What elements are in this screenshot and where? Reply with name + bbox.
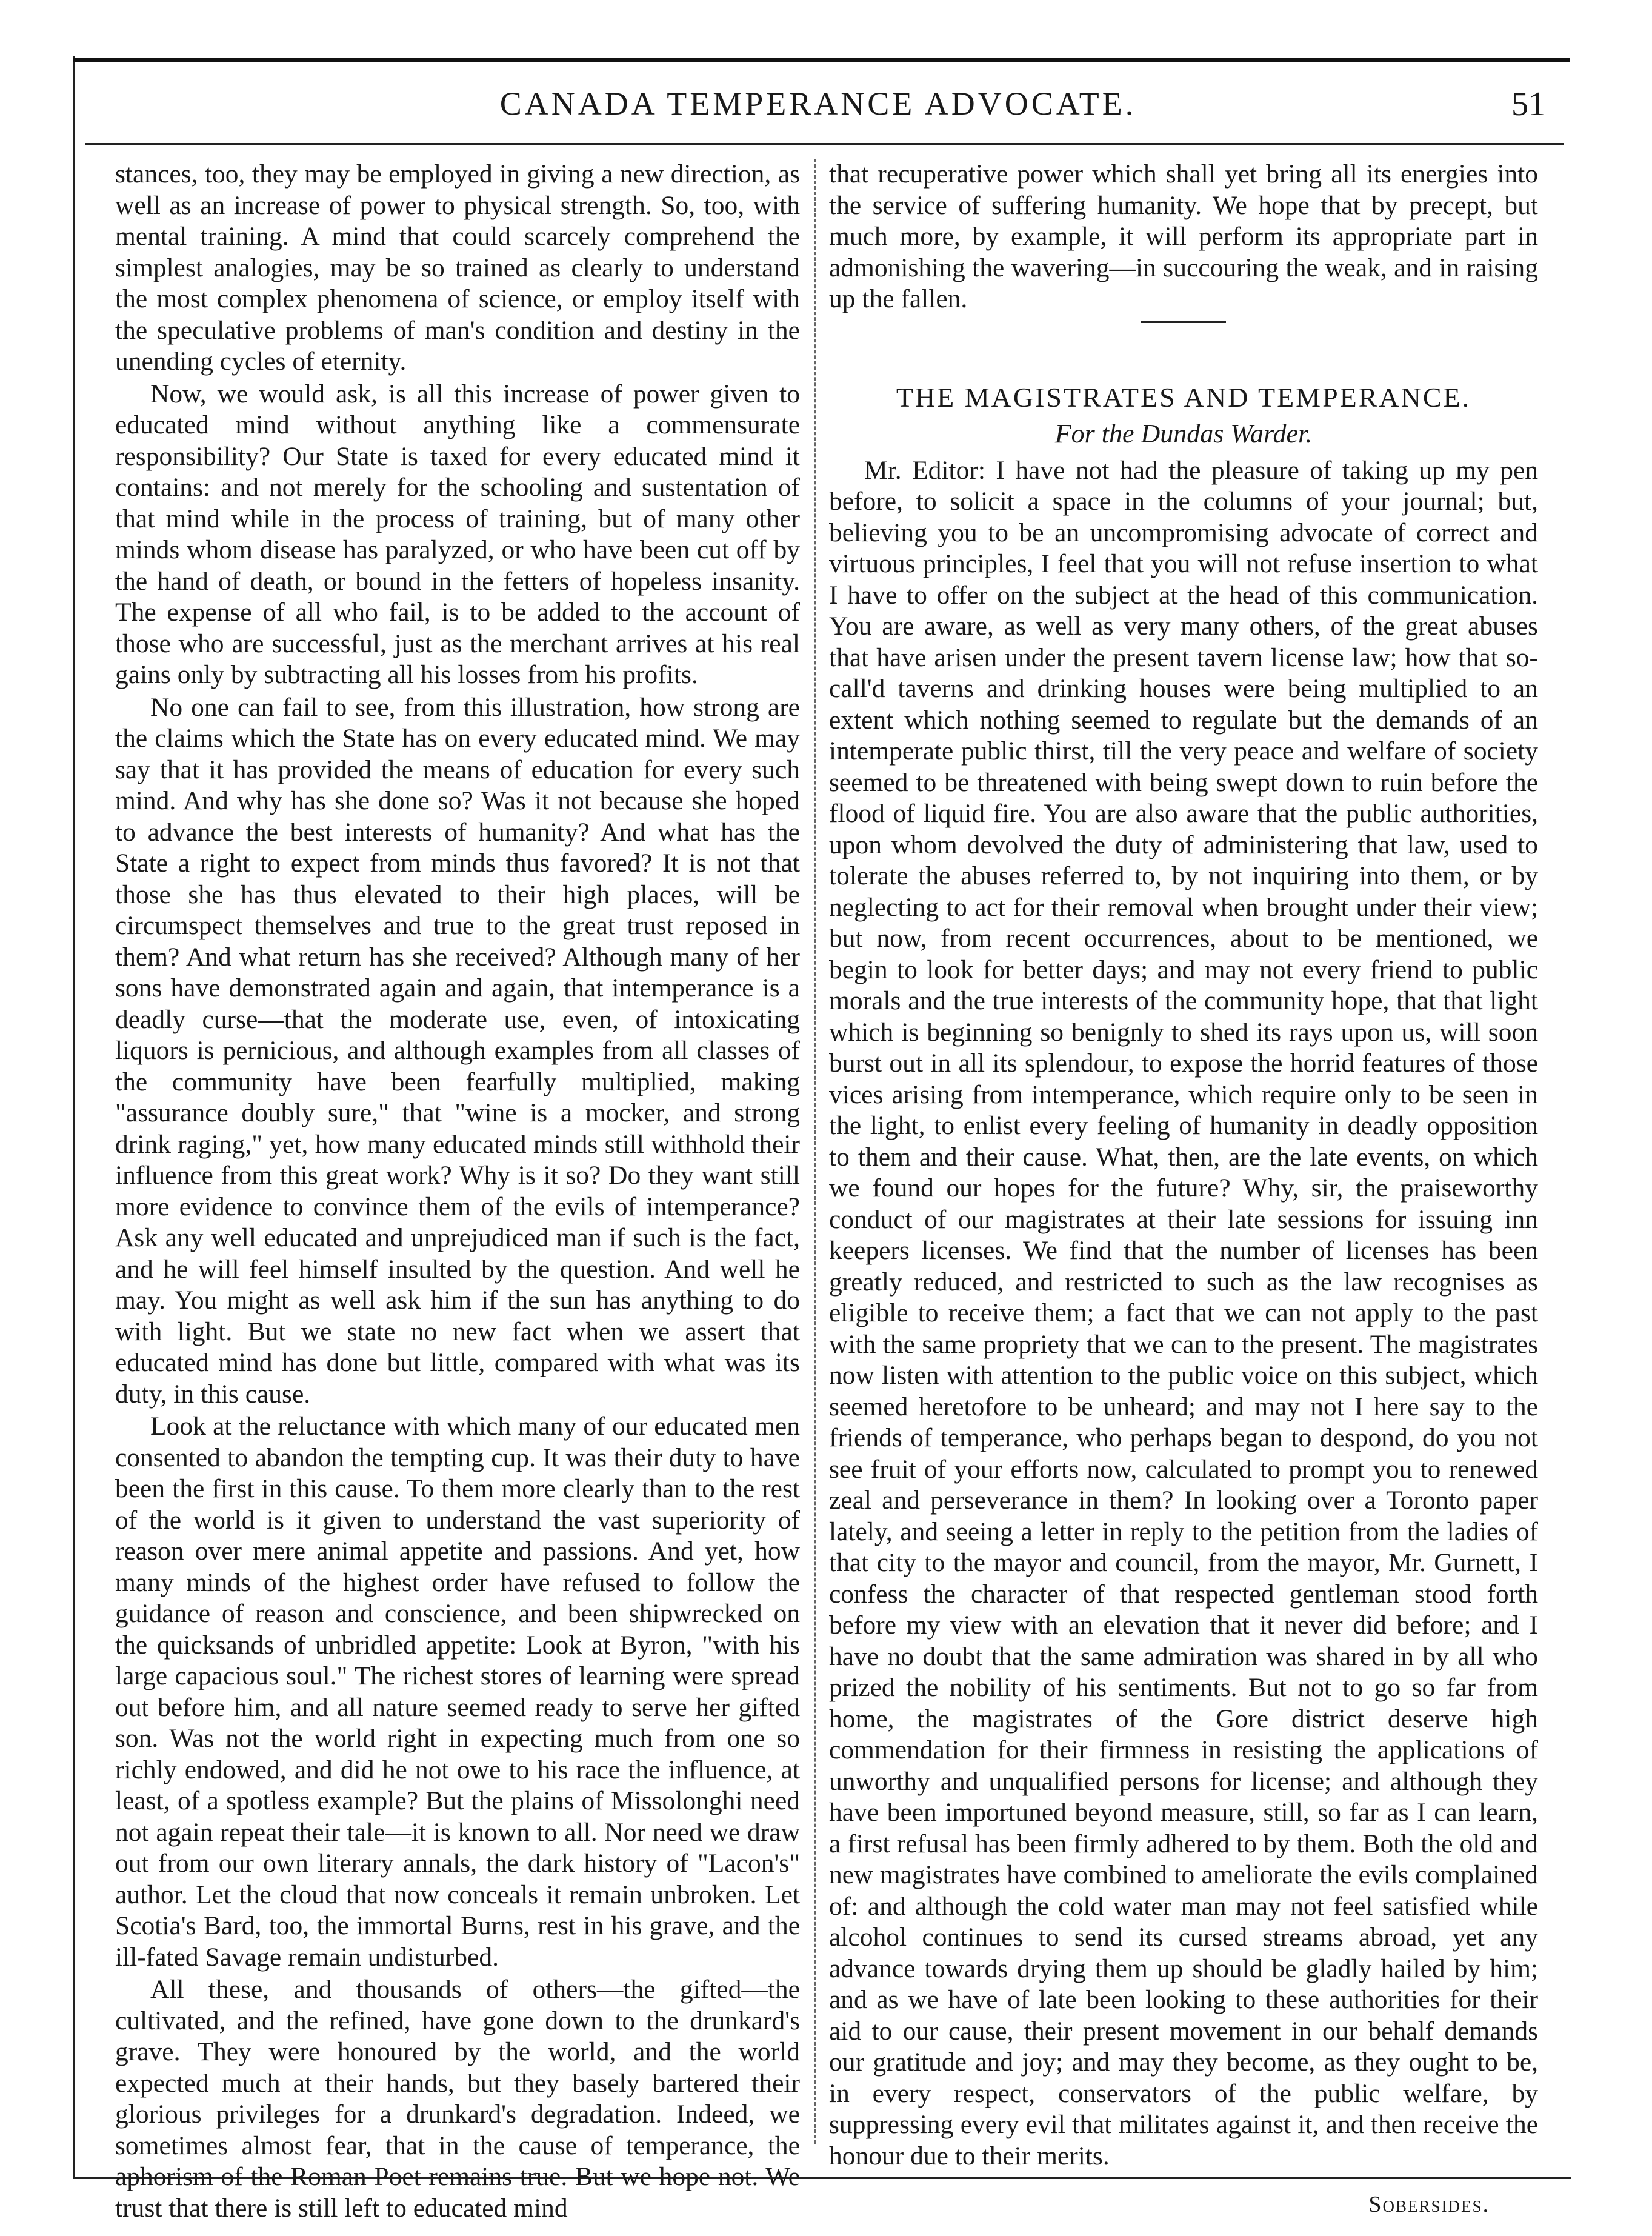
left-column: [115, 159, 800, 2223]
running-header-title: CANADA TEMPERANCE ADVOCATE.: [499, 85, 1137, 122]
top-rule: [73, 58, 1570, 62]
page-number: 51: [1511, 85, 1545, 123]
left-paragraph-1: stances, too, they may be employed in giving a new direction, as well as an increase of power to physical strength. So, too, with mental training. A mind that could scarcely comprehend the simplest analogies, may be so trained as clearly to understand the most complex phenomena of science, or employ itself with the speculative problems of man's condition and destiny in the unending cycles of eternity.: [115, 159, 800, 376]
article-paragraph: Mr. Editor: I have not had the pleasure of taking up my pen before, to solicit a space in the columns of your journal; but, believing you to be an uncompromising advocate of correct and virtuous principles, I feel that you will not refuse insertion to what I have to offer on the subject at the head of this communication. You are aware, as well as very many others, of the great abuses that have arisen under the present tavern license law; how that so-call'd taverns and drinking houses were being multiplied to an extent which nothing seemed to regulate but the demands of an intemperate public thirst, till the very peace and welfare of society seemed to be threatened with being swept down to ruin before the flood of liquid fire. You are also aware that the public authorities, upon whom devolved the duty of administering that law, used to tolerate the abuses referred to, by not inquiring into them, or by neglecting to act for their removal when brought under their view; but now, from recent occurrences, about to be mentioned, we begin to look for better days; and may not every friend to public morals and the true interests of the community hope, that that light which is beginning so benignly to shed its rays upon us, will soon burst out in all its splendour, to expose the horrid features of those vices arising from intemperance, which require only to be seen in the light, to enlist every feeling of humanity in deadly opposition to them and their cause. What, then, are the late events, on which we found our hopes for the future? Why, sir, the praiseworthy conduct of our magistrates at their late sessions for issuing inn keepers licenses. We find that the number of licenses has been greatly reduced, and restricted to such as the law recognises as eligible to receive them; a fact that we can not apply to the past with the same propriety that we can to the present. The magistrates now listen with attention to the public voice on this subject, which seemed heretofore to be unheard; and may not I here say to the friends of temperance, who perhaps began to despond, do you not see fruit of your efforts now, calculated to prompt you to renewed zeal and perseverance in them? In looking over a Toronto paper lately, and seeing a letter in reply to the petition from the ladies of that city to the mayor and council, from the mayor, Mr. Gurnett, I confess the character of that respected gentleman stood forth before my view with an elevation that it never did before; and I have no doubt that the same admiration was shared in by all who prized the nobility of his sentiments. But not to go so far from home, the magistrates of the Gore district deserve high commendation for their firmness in resisting the applications of unworthy and unqualified persons for license; and although they have been importuned beyond measure, still, so far as I can learn, a first refusal has been firmly adhered to by them. Both the old and new magistrates have combined to ameliorate the evils complained of: and although the cold water man may not feel satisfied while alcohol continues to send its cursed streams abroad, yet any advance towards drying them up should be gladly hailed by him; and as we have of late been looking to these authorities for their aid to our cause, their present movement in our behalf demands our gratitude and joy; and may they become, as they ought to be, in every respect, conservators of the public welfare, by suppressing every evil that militates against it, and then receive the honour due to their merits.: [829, 455, 1538, 2171]
section-divider: [1141, 321, 1226, 323]
article-signature: Sobersides.: [1368, 2192, 1490, 2217]
right-opening-paragraph: that recuperative power which shall yet bring all its energies into the service of suffering humanity. We hope that by precept, but much more, by example, it will perform its appropriate part in admonishing the wavering—in succouring the weak, and in raising up the fallen.: [829, 159, 1538, 313]
left-paragraph-2: Now, we would ask, is all this increase of power given to educated mind without anything like a commensurate responsibility? Our State is taxed for every educated mind it contains: and not merely for the schooling and sustentation of that mind while in the process of training, but of many other minds whom disease has paralyzed, or who have been cut off by the hand of death, or bound in the fetters of hopeless insanity. The expense of all who fail, is to be added to the account of those who are successful, just as the merchant arrives at his real gains only by subtracting all his losses from his profits.: [115, 379, 800, 689]
header-rule: [85, 143, 1564, 145]
right-column: [829, 159, 1538, 2217]
article-byline: For the Dundas Warder.: [1054, 418, 1313, 449]
article-title: THE MAGISTRATES AND TEMPERANCE.: [896, 381, 1471, 413]
left-paragraph-3: No one can fail to see, from this illustration, how strong are the claims which the State has on every educated mind. We may say that it has provided the means of education for every such mind. And why has she done so? Was it not because she hoped to advance the best interests of humanity? And what has the State a right to expect from minds thus favored? It is not that those she has thus elevated to their high places, will be circumspect themselves and true to the great trust reposed in them? And what return has she received? Although many of her sons have demonstrated again and again, that intemperance is a deadly curse—that the moderate use, even, of intoxicating liquors is pernicious, and although examples from all classes of the community have been fearfully multiplied, making "assurance doubly sure," that "wine is a mocker, and strong drink raging," yet, how many educated minds still withhold their influence from this great work? Why is it so? Do they want still more evidence to convince them of the evils of intemperance? Ask any well educated and unprejudiced man if such is the fact, and he will feel himself insulted by the question. And well he may. You might as well ask him if the sun has anything to do with light. But we state no new fact when we assert that educated mind has done but little, compared with what was its duty, in this cause.: [115, 692, 800, 1409]
left-paragraph-4: Look at the reluctance with which many of our educated men consented to abandon the tempting cup. It was their duty to have been the first in this cause. To them more clearly than to the rest of the world is it given to understand the vast superiority of reason over mere animal appetite and passions. And yet, how many minds of the highest order have refused to follow the guidance of reason and conscience, and been shipwrecked on the quicksands of unbridled appetite: Look at Byron, "with his large capacious soul." The richest stores of learning were spread out before him, and all nature seemed ready to serve her gifted son. Was not the world right in expecting much from one so richly endowed, and did he not owe to his race the influence, at least, of a spotless example? But the plains of Missolonghi need not again repeat their tale—it is known to all. Nor need we draw out from our own literary annals, the dark history of "Lacon's" author. Let the cloud that now conceals it remain unbroken. Let Scotia's Bard, too, the immortal Burns, rest in his grave, and the ill-fated Savage remain undisturbed.: [115, 1412, 800, 1972]
column-divider: [814, 159, 816, 2144]
left-paragraph-5: All these, and thousands of others—the gifted—the cultivated, and the refined, have gone down to the drunkard's grave. They were honoured by the world, and the world expected much at their hands, but they basely bartered their glorious privileges for a drunkard's degradation. Indeed, we sometimes almost fear, that in the cause of temperance, the aphorism of the Roman Poet remains true. But we hope not. We trust that there is still left to educated mind: [115, 1975, 800, 2223]
